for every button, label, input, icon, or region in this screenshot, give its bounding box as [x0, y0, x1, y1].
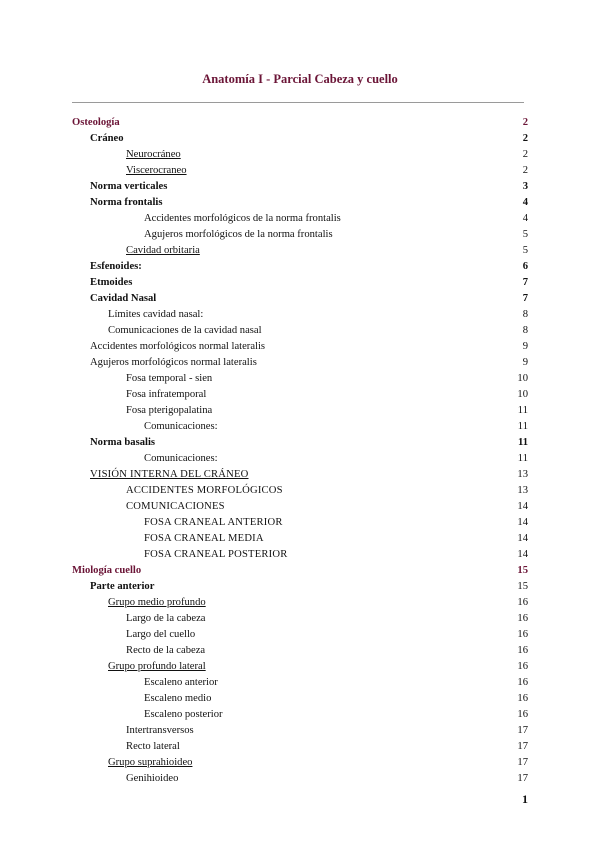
toc-entry-page: 10 [517, 389, 528, 400]
toc-entry-page: 16 [517, 597, 528, 608]
toc-entry[interactable] [0, 707, 600, 723]
toc-entry-page: 16 [517, 677, 528, 688]
toc-entry-page: 9 [522, 357, 528, 368]
toc-entry-page: 13 [517, 485, 528, 496]
toc-entry-text: Escaleno posterior [144, 709, 223, 720]
toc-entry-text: Escaleno anterior [144, 677, 218, 688]
toc-entry-text: Escaleno medio [144, 693, 212, 704]
toc-entry[interactable] [0, 611, 600, 627]
toc-entry-text: Miología cuello [72, 565, 142, 576]
toc-entry-miologia-cuello[interactable] [0, 563, 600, 579]
toc-entry-page: 16 [517, 629, 528, 640]
toc-entry-text: Largo del cuello [126, 629, 196, 640]
document-title: Anatomía I - Parcial Cabeza y cuello [202, 72, 398, 86]
toc-entry[interactable] [0, 691, 600, 707]
toc-entry-page: 6 [522, 261, 528, 272]
toc-entry-page: 4 [522, 197, 528, 208]
toc-entry-page: 16 [517, 693, 528, 704]
toc-entry-text: Grupo profundo lateral [108, 661, 206, 672]
toc-entry-text: Accidentes morfológicos de la norma frontalis [144, 213, 341, 224]
toc-entry[interactable] [0, 771, 600, 787]
toc-entry-text: Largo de la cabeza [126, 613, 206, 624]
toc-entry-page: 14 [517, 501, 528, 512]
toc-entry[interactable] [0, 387, 600, 403]
toc-entry-page: 2 [522, 165, 528, 176]
toc-entry[interactable] [0, 643, 600, 659]
toc-entry[interactable] [0, 515, 600, 531]
toc-entry-text: Cavidad Nasal [90, 293, 157, 304]
toc-entry-text: Recto de la cabeza [126, 645, 206, 656]
toc-entry-text: COMUNICACIONES [126, 501, 225, 512]
toc-entry-page: 5 [522, 245, 528, 256]
page-number: 1 [522, 792, 528, 806]
toc-entry[interactable] [0, 723, 600, 739]
toc-entry-page: 8 [522, 325, 528, 336]
toc-entry[interactable] [0, 339, 600, 355]
toc-entry-text: Comunicaciones: [144, 421, 218, 432]
toc-entry-text: Grupo medio profundo [108, 597, 206, 608]
toc-entry-page: 11 [517, 405, 528, 416]
toc-entry-text: Viscerocraneo [126, 165, 187, 176]
toc-entry[interactable] [0, 371, 600, 387]
toc-entry-text: Esfenoides: [90, 261, 142, 272]
toc-entry-page: 2 [522, 117, 528, 128]
toc-entry-osteologia[interactable] [0, 115, 600, 131]
toc-entry[interactable] [0, 403, 600, 419]
toc-entry-page: 17 [517, 725, 528, 736]
title-divider [72, 102, 524, 103]
toc-entry-page: 16 [517, 661, 528, 672]
toc-entry[interactable] [0, 675, 600, 691]
toc-entry-page: 17 [517, 773, 528, 784]
toc-entry-text: Osteología [72, 117, 120, 128]
toc-entry-page: 10 [517, 373, 528, 384]
toc-entry[interactable] [0, 739, 600, 755]
toc-entry-page: 14 [517, 517, 528, 528]
toc-entry[interactable] [0, 627, 600, 643]
toc-entry-page: 8 [522, 309, 528, 320]
toc-entry[interactable] [0, 211, 600, 227]
toc-entry-text: Comunicaciones de la cavidad nasal [108, 325, 262, 336]
toc-entry-text: Fosa temporal - sien [126, 373, 213, 384]
toc-entry-page: 7 [522, 293, 528, 304]
toc-entry-text: Parte anterior [90, 581, 155, 592]
toc-entry-text: Agujeros morfológicos normal lateralis [90, 357, 257, 368]
toc-entry[interactable] [0, 195, 600, 211]
toc-entry-text: Recto lateral [126, 741, 180, 752]
toc-entry[interactable] [0, 275, 600, 291]
toc-entry-page: 16 [517, 613, 528, 624]
toc-entry-page: 5 [522, 229, 528, 240]
toc-entry-text: Fosa pterigopalatina [126, 405, 213, 416]
toc-entry-page: 14 [517, 533, 528, 544]
toc-entry-page: 16 [517, 709, 528, 720]
toc-entry-page: 11 [517, 421, 528, 432]
toc-entry-page: 2 [522, 149, 528, 160]
toc-entry[interactable] [0, 243, 600, 259]
toc-entry-page: 15 [517, 565, 528, 576]
toc-entry[interactable] [0, 307, 600, 323]
toc-entry-text: FOSA CRANEAL MEDIA [144, 533, 264, 544]
toc-entry-text: Fosa infratemporal [126, 389, 207, 400]
toc-entry[interactable] [0, 531, 600, 547]
toc-entry-page: 9 [522, 341, 528, 352]
toc-entry[interactable] [0, 451, 600, 467]
toc-entry-text: Agujeros morfológicos de la norma frontalis [144, 229, 333, 240]
toc-entry-page: 2 [522, 133, 528, 144]
toc-entry-page: 17 [517, 741, 528, 752]
toc-entry-text: Intertransversos [126, 725, 194, 736]
toc-entry-page: 15 [517, 581, 528, 592]
toc-entry-text: Accidentes morfológicos normal lateralis [90, 341, 266, 352]
toc-entry[interactable] [0, 259, 600, 275]
toc-entry-text: Grupo suprahioideo [108, 757, 193, 768]
toc-entry-page: 3 [522, 181, 528, 192]
toc-entry-text: Cráneo [90, 133, 124, 144]
toc-entry-page: 17 [517, 757, 528, 768]
toc-entry-text: Etmoides [90, 277, 133, 288]
toc-entry[interactable] [0, 659, 600, 675]
toc-entry[interactable] [0, 547, 600, 563]
toc-entry-text: Comunicaciones: [144, 453, 218, 464]
toc-entry[interactable] [0, 483, 600, 499]
toc-entry[interactable] [0, 227, 600, 243]
toc-entry[interactable] [0, 323, 600, 339]
toc-entry-page: 4 [522, 213, 528, 224]
toc-entry-text: Genihioideo [126, 773, 179, 784]
toc-entry[interactable] [0, 355, 600, 371]
toc-entry-page: 16 [517, 645, 528, 656]
toc-entry-text: Norma frontalis [90, 197, 163, 208]
toc-entry[interactable] [0, 131, 600, 147]
toc-entry-page: 7 [522, 277, 528, 288]
toc-entry-text: Neurocráneo [126, 149, 181, 160]
toc-entry[interactable] [0, 179, 600, 195]
toc-entry-text: Cavidad orbitaria [126, 245, 200, 256]
toc-entry-text: VISIÓN INTERNA DEL CRÁNEO [90, 469, 249, 480]
toc-entry-page: 14 [517, 549, 528, 560]
toc-entry[interactable] [0, 499, 600, 515]
toc-entry[interactable] [0, 467, 600, 483]
toc-entry[interactable] [0, 163, 600, 179]
toc-entry[interactable] [0, 579, 600, 595]
toc-entry-text: Norma basalis [90, 437, 156, 448]
toc-entry-text: Norma verticales [90, 181, 168, 192]
toc-entry[interactable] [0, 595, 600, 611]
toc-entry-text: FOSA CRANEAL ANTERIOR [144, 517, 283, 528]
toc-entry-page: 11 [517, 453, 528, 464]
toc-entry-page: 11 [517, 437, 528, 448]
toc-entry-text: FOSA CRANEAL POSTERIOR [144, 549, 288, 560]
toc-entry[interactable] [0, 419, 600, 435]
toc-entry-text: ACCIDENTES MORFOLÓGICOS [126, 485, 283, 496]
toc-entry[interactable] [0, 147, 600, 163]
toc-entry-text: Límites cavidad nasal: [108, 309, 204, 320]
toc-entry[interactable] [0, 435, 600, 451]
toc-entry-page: 13 [517, 469, 528, 480]
toc-entry[interactable] [0, 755, 600, 771]
toc-entry[interactable] [0, 291, 600, 307]
